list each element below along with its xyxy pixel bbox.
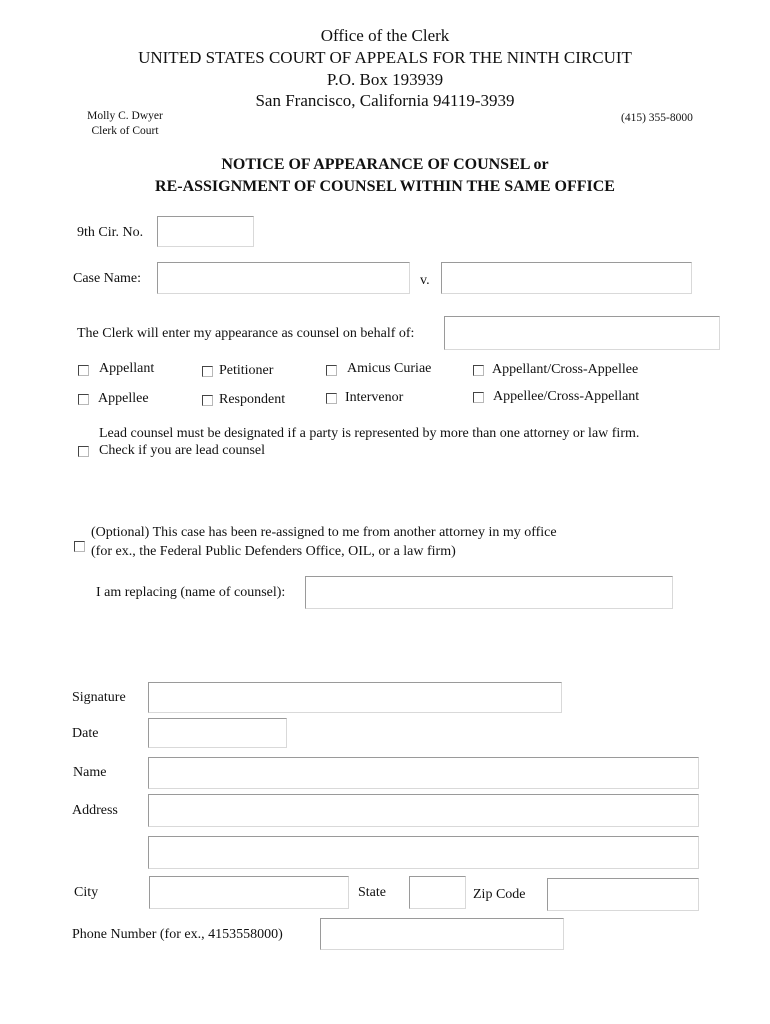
versus-label: v. bbox=[420, 273, 430, 288]
state-label: State bbox=[358, 885, 386, 900]
form-title-line2: RE-ASSIGNMENT OF COUNSEL WITHIN THE SAME OFFICE bbox=[155, 178, 615, 195]
lead-counsel-note: Lead counsel must be designated if a party is represented by more than one attorney or law firm. bbox=[99, 426, 640, 441]
appellant-cross-appellee-label: Appellant/Cross-Appellee bbox=[492, 362, 639, 377]
appellee-label: Appellee bbox=[98, 391, 149, 406]
lead-counsel-checkbox[interactable] bbox=[78, 446, 89, 457]
appellant-checkbox[interactable] bbox=[78, 365, 89, 376]
respondent-checkbox[interactable] bbox=[202, 395, 213, 406]
zip-code-input[interactable] bbox=[547, 878, 699, 911]
appellee-checkbox[interactable] bbox=[78, 394, 89, 405]
intervenor-label: Intervenor bbox=[345, 390, 404, 405]
city-input[interactable] bbox=[149, 876, 349, 909]
po-box: P.O. Box 193939 bbox=[326, 70, 444, 89]
intervenor-checkbox[interactable] bbox=[326, 393, 337, 404]
lead-counsel-label: Check if you are lead counsel bbox=[99, 443, 265, 458]
reassign-line1: (Optional) This case has been re-assigned to me from another attorney in my office bbox=[91, 525, 557, 540]
behalf-label: The Clerk will enter my appearance as counsel on behalf of: bbox=[77, 326, 415, 341]
name-input[interactable] bbox=[148, 757, 699, 789]
appellant-label: Appellant bbox=[99, 361, 155, 376]
date-input[interactable] bbox=[148, 718, 287, 748]
appellant-cross-appellee-checkbox[interactable] bbox=[473, 365, 484, 376]
cir-no-label: 9th Cir. No. bbox=[77, 225, 144, 240]
court-heading: UNITED STATES COURT OF APPEALS FOR THE NINTH CIRCUIT bbox=[138, 48, 632, 67]
city-label: City bbox=[74, 885, 99, 900]
state-input[interactable] bbox=[409, 876, 466, 909]
replacing-counsel-input[interactable] bbox=[305, 576, 673, 609]
clerk-name: Molly C. Dwyer bbox=[87, 110, 163, 122]
phone-number-input[interactable] bbox=[320, 918, 564, 950]
clerk-phone: (415) 355-8000 bbox=[621, 112, 693, 124]
petitioner-checkbox[interactable] bbox=[202, 366, 213, 377]
case-name-label: Case Name: bbox=[73, 271, 142, 286]
amicus-curiae-label: Amicus Curiae bbox=[347, 361, 432, 376]
appellee-cross-appellant-checkbox[interactable] bbox=[473, 392, 484, 403]
city-address: San Francisco, California 94119-3939 bbox=[255, 91, 515, 110]
replacing-label: I am replacing (name of counsel): bbox=[96, 585, 286, 600]
form-title-line1: NOTICE OF APPEARANCE OF COUNSEL or bbox=[221, 156, 549, 173]
phone-number-label: Phone Number (for ex., 4153558000) bbox=[72, 927, 283, 942]
signature-input[interactable] bbox=[148, 682, 562, 713]
address-line1-input[interactable] bbox=[148, 794, 699, 827]
zip-code-label: Zip Code bbox=[473, 887, 526, 902]
case-name-party1-input[interactable] bbox=[157, 262, 410, 294]
clerk-title: Clerk of Court bbox=[91, 125, 159, 137]
petitioner-label: Petitioner bbox=[219, 363, 274, 378]
name-label: Name bbox=[73, 765, 107, 780]
cir-no-input[interactable] bbox=[157, 216, 254, 247]
appellee-cross-appellant-label: Appellee/Cross-Appellant bbox=[493, 389, 640, 404]
address-label: Address bbox=[72, 803, 118, 818]
address-line2-input[interactable] bbox=[148, 836, 699, 869]
behalf-of-input[interactable] bbox=[444, 316, 720, 350]
signature-label: Signature bbox=[72, 690, 126, 705]
case-name-party2-input[interactable] bbox=[441, 262, 692, 294]
reassign-line2: (for ex., the Federal Public Defenders Office, OIL, or a law firm) bbox=[91, 544, 456, 559]
office-heading: Office of the Clerk bbox=[320, 26, 450, 45]
date-label: Date bbox=[72, 726, 99, 741]
respondent-label: Respondent bbox=[219, 392, 286, 407]
reassign-checkbox[interactable] bbox=[74, 541, 85, 552]
amicus-curiae-checkbox[interactable] bbox=[326, 365, 337, 376]
